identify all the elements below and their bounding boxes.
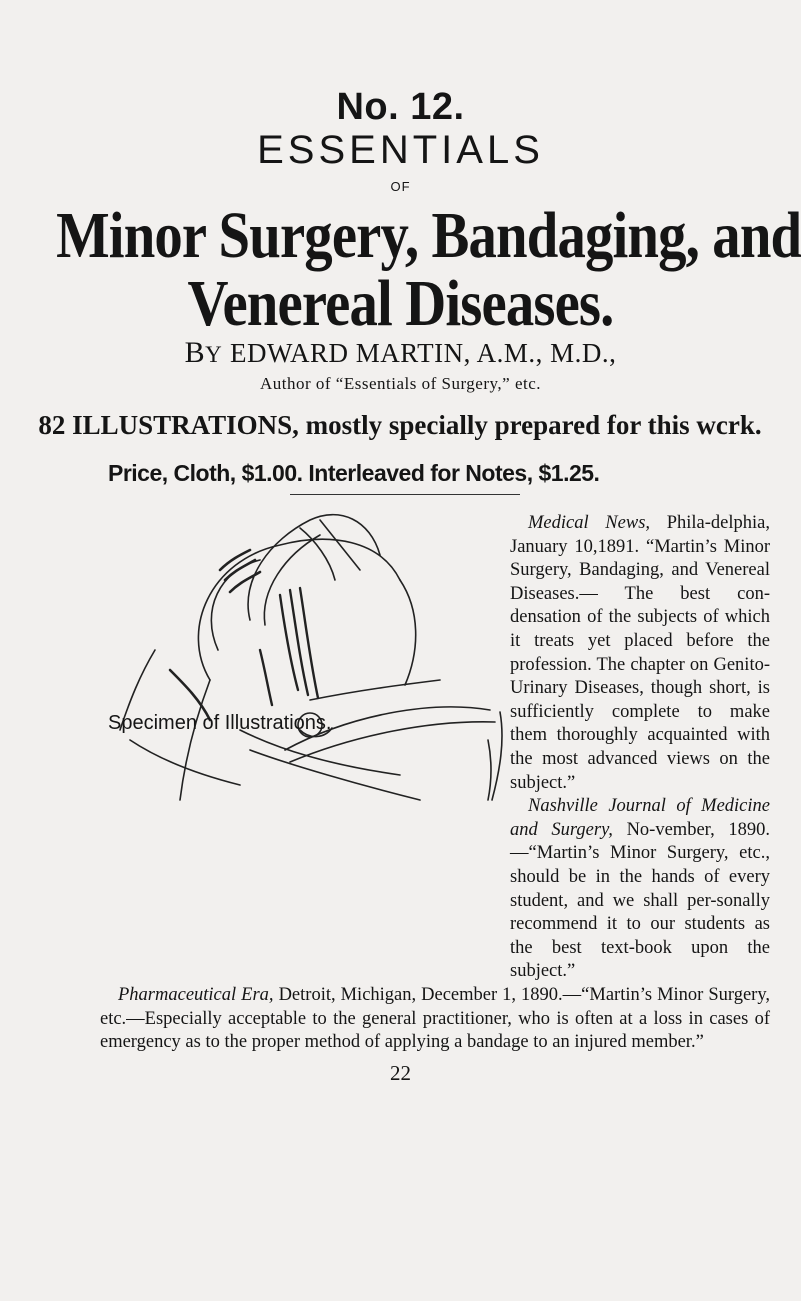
review-source: Medical News, [528,513,651,533]
byline-by-rest: Y [205,342,223,367]
series-heading: ESSENTIALS [257,128,544,172]
review-source: Nashville Journal of Medicine and Surgery, [510,796,770,840]
review-medical-news [510,512,770,795]
illustrations-note: 82 ILLUSTRATIONS, mostly specially prepared for this wcrk. [38,410,762,440]
review-source: Pharmaceutical Era, [118,985,274,1005]
review-nashville [510,795,770,984]
author-credentials: Author of “Essentials of Surgery,” etc. [259,374,542,393]
review-pharmaceutical-era [100,984,770,1055]
divider-rule [290,494,520,495]
byline [0,336,801,370]
reviews-bottom [100,984,770,1055]
page-number: 22 [390,1061,411,1085]
bandaged-head-illustration [100,500,510,810]
review-text: Detroit, Michigan, December 1, 1890.—“Martin’s Minor Surgery, etc.—Especially acceptable to the general practitioner, who is often at a loss in cases of emergency as to the proper method of applying a bandage to an injured member.” [100,985,771,1053]
review-text: No-vember, 1890.—“Martin’s Minor Surgery, etc., should be in the hands of every student, and we shall per-sonally recommend it to our students as the best text-book upon the subject.” [510,819,770,982]
price-line: Price, Cloth, $1.00. Interleaved for Notes, $1.25. [108,460,600,486]
book-title-line-2: Venereal Diseases. [187,267,614,340]
figure-caption: Specimen of Illustrations. [108,712,332,734]
author-name: EDWARD MARTIN, A.M., M.D., [230,338,617,368]
review-text: Phila-delphia, January 10,1891. “Martin’s Minor Surgery, Bandaging, and Venereal Diseases.— The best con-densation of the subjects of which it treats yet placed before the profession. The chapter on Genito-Urinary Diseases, though short, is sufficiently complete to make them thoroughly acquainted with the most advanced views on the subject.” [510,513,770,793]
byline-by-initial: B [184,336,206,369]
of-connector: OF [390,179,411,194]
book-title-line-1: Minor Surgery, Bandaging, and [56,199,801,272]
series-number: No. 12. [336,86,465,128]
reviews-column [510,512,770,984]
